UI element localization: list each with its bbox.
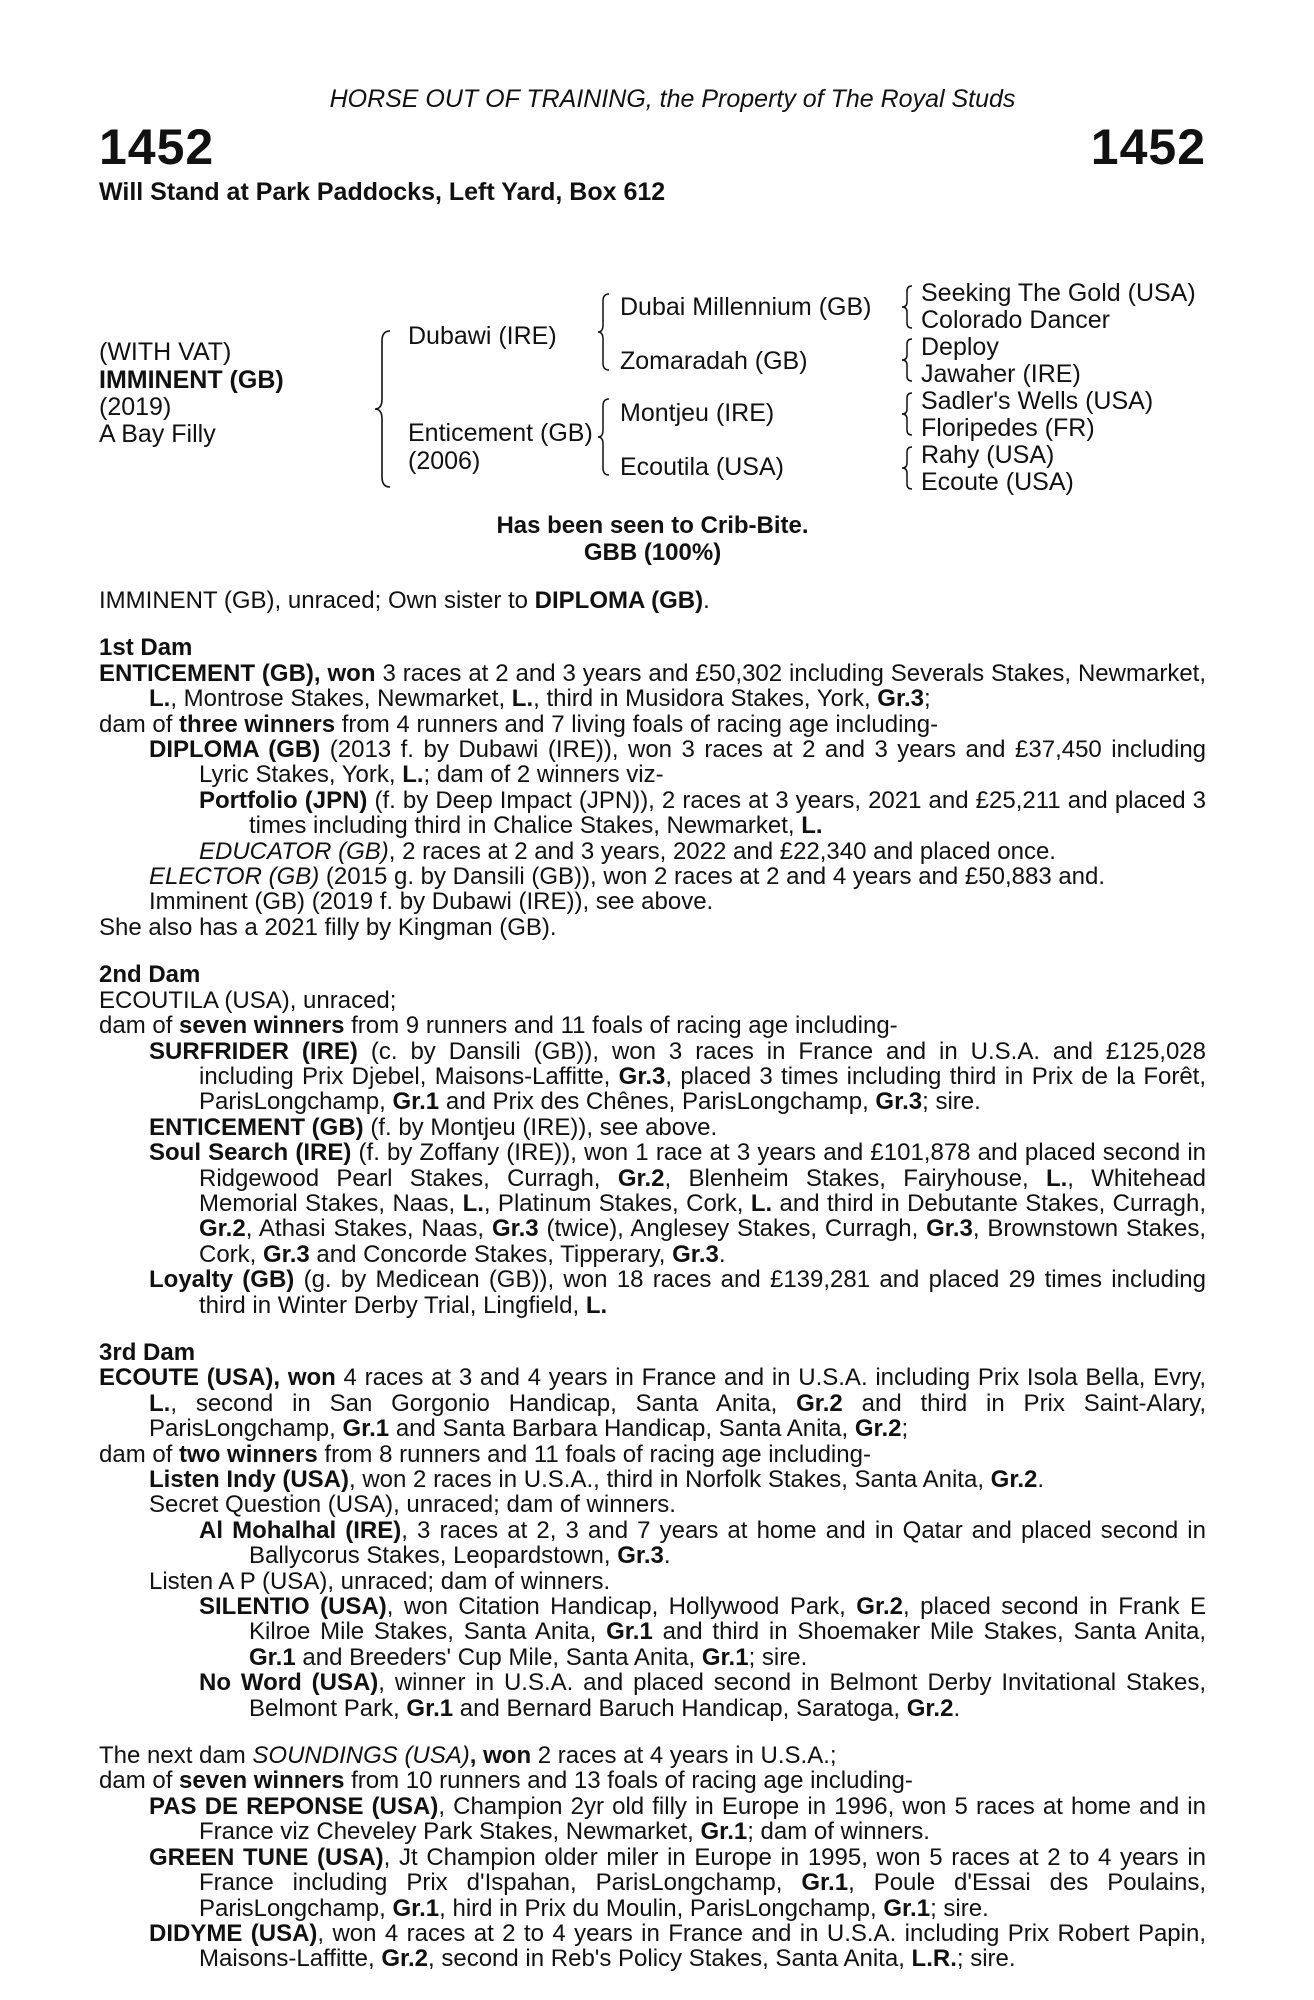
first-dam-produce: dam of three winners from 4 runners and 7 living foals of racing age including- [99, 710, 939, 738]
enticement-entry: ENTICEMENT (GB) (f. by Montjeu (IRE)), see above. [149, 1113, 718, 1141]
no-word-entry: No Word (USA), winner in U.S.A. and placed second in Belmont Derby Invitational Stakes, Belmont Park, Gr.1 and Bernard Baruch Handicap, Saratoga, Gr.2. [199, 1669, 1206, 1722]
ggp-5: Sadler's Wells (USA) [921, 387, 1154, 415]
second-dam-record: ECOUTILA (USA), unraced; [99, 986, 397, 1014]
catalogue-body [99, 588, 1206, 1972]
stand-location: Will Stand at Park Paddocks, Left Yard, Box 612 [99, 178, 666, 206]
loyalty-entry: Loyalty (GB) (g. by Medicean (GB)), won 18 races and £139,281 and placed 29 times including third in Winter Derby Trial, Lingfield, L. [149, 1266, 1206, 1319]
soul-search-entry: Soul Search (IRE) (f. by Zoffany (IRE)), won 1 race at 3 years and £101,878 and placed second in Ridgewood Pearl Stakes, Curragh, Gr.2, Blenheim Stakes, Fairyhouse, L., Whitehead Memorial Stakes, Naas, L., Platinum Stakes, Cork, L. and third in Debutante Stakes, Curragh, Gr.2, Athasi Stakes, Naas, Gr.3 (twice), Anglesey Stakes, Curragh, Gr.3, Brownstown Stakes, Cork, Gr.3 and Concorde Stakes, Tipperary, Gr.3. [149, 1139, 1207, 1268]
pedigree-bracket-4d [900, 445, 914, 491]
ggp-3: Deploy [921, 333, 999, 361]
second-dam-produce: dam of seven winners from 9 runners and 11 foals of racing age including- [99, 1012, 898, 1040]
ggp-8: Ecoute (USA) [921, 468, 1074, 496]
next-dam-produce: dam of seven winners from 10 runners and 13 foals of racing age including- [99, 1767, 913, 1795]
sire-dam: Zomaradah (GB) [620, 347, 808, 375]
pedigree-bracket-4a [900, 284, 914, 330]
sire-sire: Dubai Millennium (GB) [620, 293, 872, 321]
sire-name: Dubawi (IRE) [408, 322, 557, 350]
horse-year: (2019) [99, 393, 172, 421]
lot-number-right: 1452 [1090, 119, 1206, 175]
first-dam-record: ENTICEMENT (GB), won 3 races at 2 and 3 years and £50,302 including Severals Stakes, Newmarket, L., Montrose Stakes, Newmarket, L., third in Musidora Stakes, York, Gr.3; [99, 659, 1207, 713]
second-dam-heading: 2nd Dam [99, 961, 201, 989]
third-dam-heading: 3rd Dam [99, 1338, 196, 1366]
ggp-7: Rahy (USA) [921, 441, 1055, 469]
gbb-note: GBB (100%) [583, 539, 722, 566]
pedigree-table [99, 204, 1206, 504]
page-header-title: HORSE OUT OF TRAINING, the Property of The Royal Studs [329, 85, 1016, 113]
lot-number-left: 1452 [99, 119, 215, 175]
portfolio-entry: Portfolio (JPN) (f. by Deep Impact (JPN)), 2 races at 3 years, 2021 and £25,211 and placed 3 times including third in Chalice Stakes, Newmarket, L. [199, 786, 1206, 840]
dam-dam: Ecoutila (USA) [620, 453, 784, 481]
vet-notes [99, 512, 1206, 566]
imminent-entry: Imminent (GB) (2019 f. by Dubawi (IRE)), see above. [149, 888, 714, 916]
ggp-4: Jawaher (IRE) [921, 360, 1081, 388]
first-dam-heading: 1st Dam [99, 634, 193, 662]
didyme-entry: DIDYME (USA), won 4 races at 2 to 4 years in France and in U.S.A. including Prix Robert Papin, Maisons-Laffitte, Gr.2, second in Reb's Policy Stakes, Santa Anita, L.R.; sire. [149, 1919, 1206, 1973]
silentio-entry: SILENTIO (USA), won Citation Handicap, Hollywood Park, Gr.2, placed second in Frank E Kilroe Mile Stakes, Santa Anita, Gr.1 and third in Shoemaker Mile Stakes, Santa Anita, Gr.1 and Breeders' Cup Mile, Santa Anita, Gr.1; sire. [199, 1593, 1207, 1671]
crib-bite-note: Has been seen to Crib-Bite. [496, 512, 809, 539]
horse-name: IMMINENT (GB) [99, 366, 284, 394]
pas-de-reponse-entry: PAS DE REPONSE (USA), Champion 2yr old filly in Europe in 1996, won 5 races at home and in France viz Cheveley Park Stakes, Newmarket, Gr.1; dam of winners. [149, 1792, 1206, 1846]
ggp-6: Floripedes (FR) [921, 414, 1095, 442]
third-dam-record: ECOUTE (USA), won 4 races at 3 and 4 years in France and in U.S.A. including Prix Isola Bella, Evry, L., second in San Gorgonio Handicap, Santa Anita, Gr.2 and third in Prix Saint-Alary, ParisLongchamp, Gr.1 and Santa Barbara Handicap, Santa Anita, Gr.2; [99, 1364, 1206, 1443]
pedigree-bracket-4b [900, 337, 914, 383]
first-dam-also: She also has a 2021 filly by Kingman (GB). [99, 913, 557, 941]
pedigree-bracket-main [372, 329, 394, 489]
al-mohalhal-entry: Al Mohalhal (IRE), 3 races at 2, 3 and 7 years at home and in Qatar and placed second in Ballycorus Stakes, Leopardstown, Gr.3. [199, 1516, 1206, 1570]
ggp-1: Seeking The Gold (USA) [921, 279, 1196, 307]
dam-year: (2006) [408, 447, 481, 475]
elector-entry: ELECTOR (GB) (2015 g. by Dansili (GB)), won 2 races at 2 and 4 years and £50,883 and. [149, 863, 1106, 891]
next-dam-record: The next dam SOUNDINGS (USA), won 2 races at 4 years in U.S.A.; [99, 1742, 837, 1770]
secret-question-entry: Secret Question (USA), unraced; dam of winners. [149, 1491, 676, 1519]
ggp-2: Colorado Dancer [921, 306, 1110, 334]
pedigree-bracket-sire [596, 292, 612, 372]
green-tune-entry: GREEN TUNE (USA), Jt Champion older miler in Europe in 1995, won 5 races at 2 to 4 years in France including Prix d'Ispahan, ParisLongchamp, Gr.1, Poule d'Essai des Poulains, ParisLongchamp, Gr.1, hird in Prix du Moulin, ParisLongchamp, Gr.1; sire. [149, 1843, 1207, 1922]
third-dam-produce: dam of two winners from 8 runners and 11 foals of racing age including- [99, 1440, 871, 1468]
listen-indy-entry: Listen Indy (USA), won 2 races in U.S.A., third in Norfolk Stakes, Santa Anita, Gr.2. [149, 1466, 1045, 1493]
listen-a-p-entry: Listen A P (USA), unraced; dam of winners. [149, 1567, 611, 1595]
dam-name: Enticement (GB) [408, 419, 593, 447]
intro-line: IMMINENT (GB), unraced; Own sister to DIPLOMA (GB). [99, 587, 710, 614]
educator-entry: EDUCATOR (GB), 2 races at 2 and 3 years, 2022 and £22,340 and placed once. [199, 837, 1056, 865]
horse-description: A Bay Filly [99, 420, 216, 448]
pedigree-bracket-4c [900, 391, 914, 437]
dam-sire: Montjeu (IRE) [620, 399, 775, 427]
diploma-entry: DIPLOMA (GB) (2013 f. by Dubawi (IRE)), won 3 races at 2 and 3 years and £37,450 including Lyric Stakes, York, L.; dam of 2 winners viz- [149, 736, 1207, 789]
surfrider-entry: SURFRIDER (IRE) (c. by Dansili (GB)), won 3 races in France and in U.S.A. and £125,028 including Prix Djebel, Maisons-Laffitte, Gr.3, placed 3 times including third in Prix de la Forêt, ParisLongchamp, Gr.1 and Prix des Chênes, ParisLongchamp, Gr.3; sire. [149, 1037, 1207, 1116]
pedigree-bracket-dam [596, 397, 612, 477]
vat-label: (WITH VAT) [99, 338, 232, 366]
